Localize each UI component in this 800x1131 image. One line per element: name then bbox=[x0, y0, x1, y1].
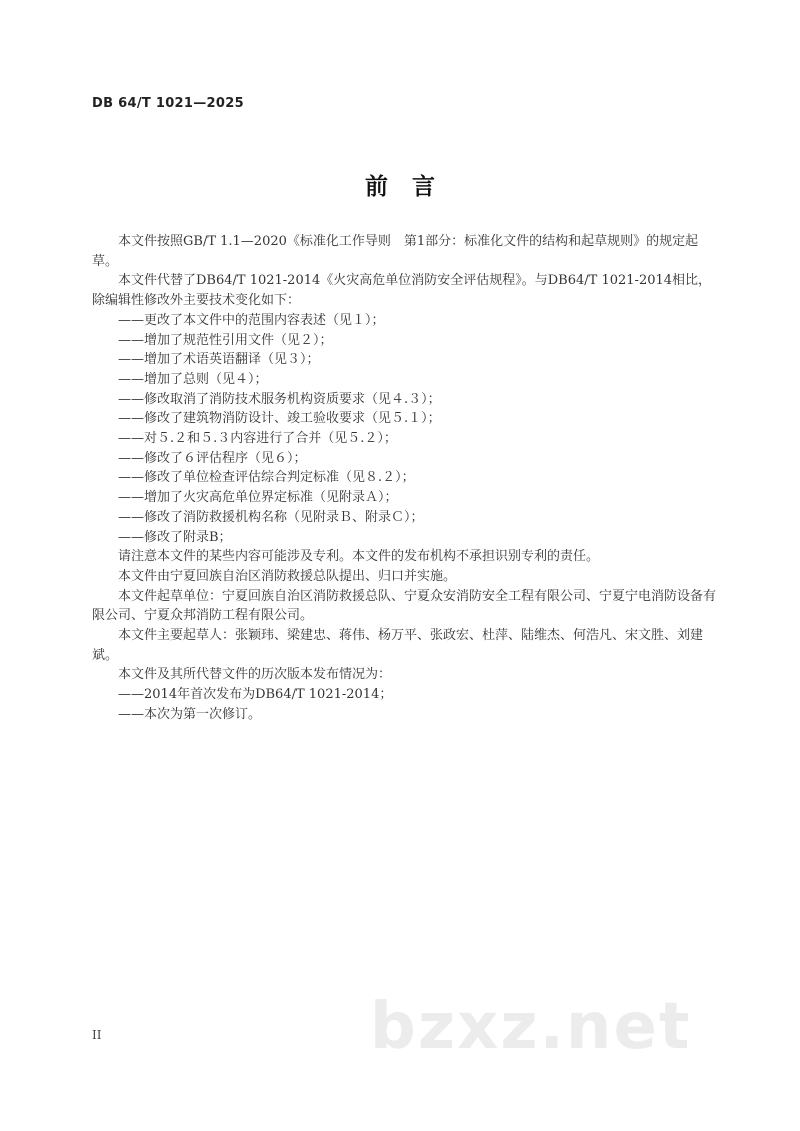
list-item: ——增加了术语英语翻译（见３）； bbox=[118, 352, 320, 368]
list-item: ——修改了建筑物消防设计、竣工验收要求（见５.１）； bbox=[118, 411, 441, 427]
page-title: 前言 bbox=[365, 174, 459, 200]
paragraph: 本文件主要起草人：张颖玮、梁建忠、蒋伟、杨万平、张政宏、杜萍、陆维杰、何浩凡、宋文胜、刘建斌。 bbox=[92, 628, 704, 663]
list-item: ——修改了单位检查评估综合判定标准（见８.２）； bbox=[118, 470, 415, 486]
list-item: ——本次为第一次修订。 bbox=[118, 706, 262, 722]
list-item: ——增加了火灾高危单位界定标准（见附录Ａ）； bbox=[118, 490, 398, 506]
list-item: ——对５.２和５.３内容进行了合并（见５.２）； bbox=[118, 431, 397, 447]
list-item: ——修改了消防救援机构名称（见附录Ｂ、附录Ｃ）； bbox=[118, 509, 424, 525]
page-number: II bbox=[92, 1028, 102, 1042]
foreword-content bbox=[92, 232, 718, 725]
paragraph: 本文件由宁夏回族自治区消防救援总队提出、归口并实施。 bbox=[118, 568, 457, 584]
paragraph: 本文件起草单位：宁夏回族自治区消防救援总队、宁夏众安消防安全工程有限公司、宁夏宁电消防设备有限公司、宁夏众邦消防工程有限公司。 bbox=[92, 588, 717, 624]
paragraph: 本文件及其所代替文件的历次版本发布情况为： bbox=[118, 667, 392, 683]
list-item: ——修改了６评估程序（见６）； bbox=[118, 450, 307, 466]
watermark: bzxz.net bbox=[370, 990, 692, 1064]
paragraph: 本文件代替了DB64/T 1021-2014《火灾高危单位消防安全评估规程》。与DB64/T 1021-2014相比，除编辑性修改外主要技术变化如下： bbox=[92, 273, 712, 309]
list-item: ——增加了总则（见４）； bbox=[118, 371, 268, 387]
list-item: ——更改了本文件中的范围内容表述（见１）； bbox=[118, 312, 385, 328]
list-item: ——2014年首次发布为DB64/T 1021-2014； bbox=[118, 687, 393, 703]
list-item: ——增加了规范性引用文件（见２）； bbox=[118, 332, 333, 348]
document-code: DB 64/T 1021—2025 bbox=[92, 96, 244, 111]
list-item: ——修改取消了消防技术服务机构资质要求（见４.３）； bbox=[118, 391, 441, 407]
paragraph: 请注意本文件的某些内容可能涉及专利。本文件的发布机构不承担识别专利的责任。 bbox=[118, 549, 600, 565]
paragraph: 本文件按照GB/T 1.1—2020《标准化工作导则 第1部分：标准化文件的结构和起草规则》的规定起草。 bbox=[92, 234, 699, 269]
list-item: ——修改了附录B； bbox=[118, 529, 232, 545]
